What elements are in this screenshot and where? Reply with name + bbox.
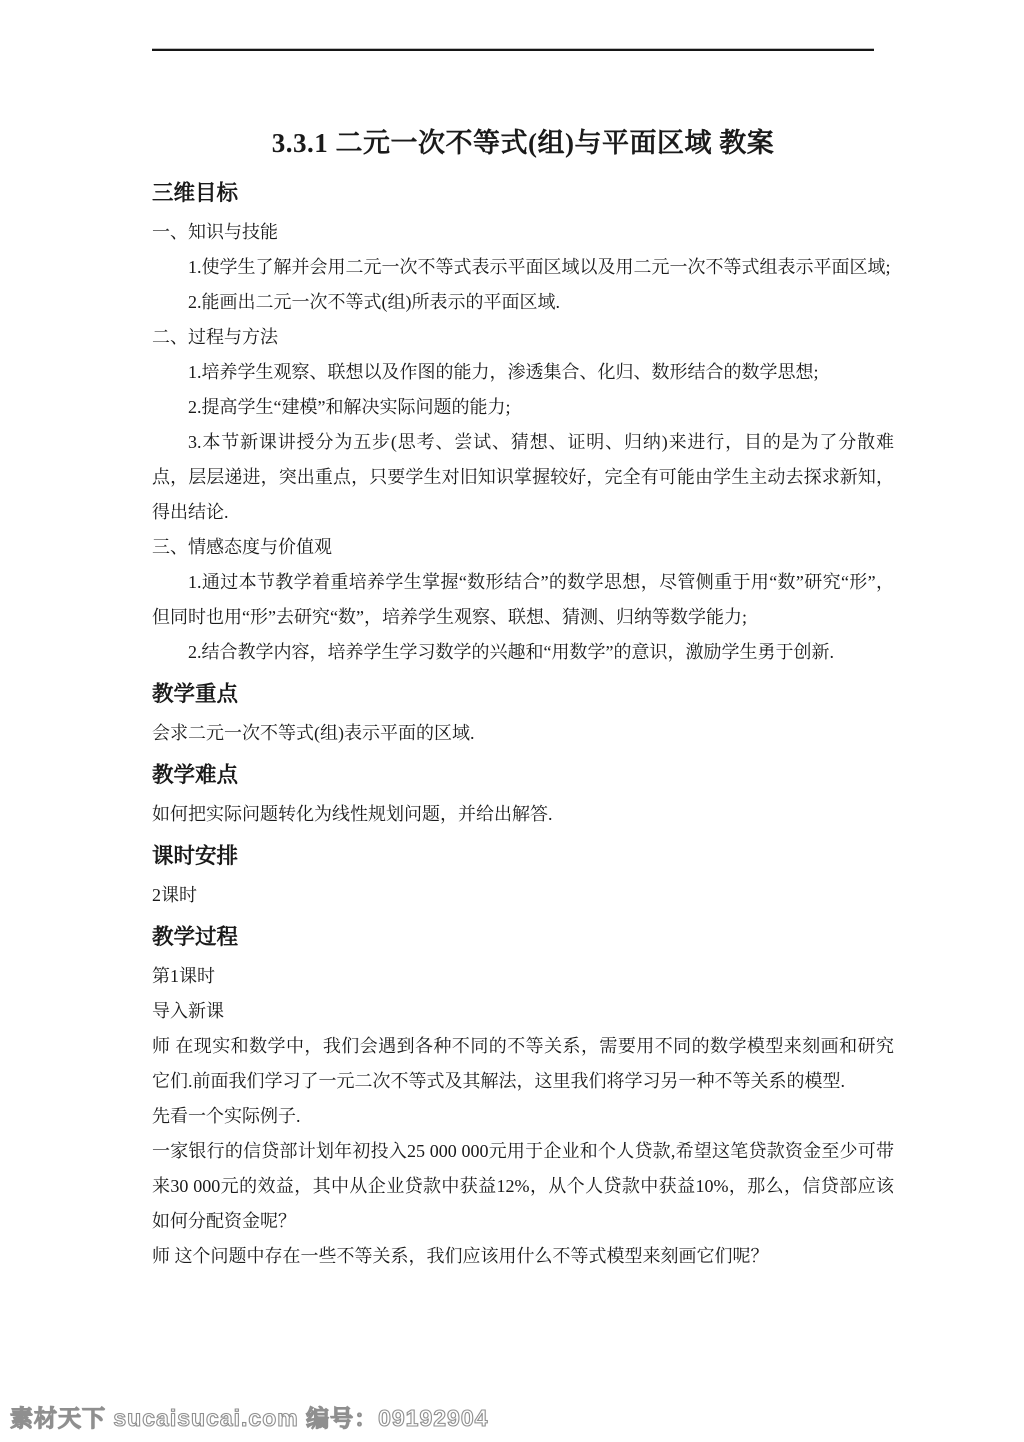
para-teaching-focus: 会求二元一次不等式(组)表示平面的区域. <box>152 723 475 743</box>
para-knowledge-skills-label: 一、知识与技能 <box>152 222 278 242</box>
para-teaching-difficulty: 如何把实际问题转化为线性规划问题，并给出解答. <box>152 804 553 824</box>
para-lesson-1-label: 第1课时 <box>152 966 215 986</box>
document-content <box>152 0 894 1274</box>
para-lesson-count: 2课时 <box>152 885 197 905</box>
heading-teaching-difficulty: 教学难点 <box>152 763 239 787</box>
para-knowledge-item-1: 1.使学生了解并会用二元一次不等式表示平面区域以及用二元一次不等式组表示平面区域; <box>188 257 891 277</box>
para-process-item-2: 2.提高学生“建模”和解决实际问题的能力; <box>188 397 511 417</box>
para-affect-values-label: 三、情感态度与价值观 <box>152 537 332 557</box>
para-process-methods-label: 二、过程与方法 <box>152 327 278 347</box>
heading-three-dim-goals: 三维目标 <box>152 181 239 205</box>
header-rule <box>152 48 874 51</box>
para-affect-item-1: 1.通过本节教学着重培养学生掌握“数形结合”的数学思想，尽管侧重于用“数”研究“形”，但同时也用“形”去研究“数”，培养学生观察、联想、猜测、归纳等数学能力; <box>152 572 894 627</box>
para-process-item-3: 3.本节新课讲授分为五步(思考、尝试、猜想、证明、归纳)来进行，目的是为了分散难点，层层递进，突出重点，只要学生对旧知识掌握较好，完全有可能由学生主动去探求新知，得出结论. <box>152 432 894 522</box>
para-knowledge-item-2: 2.能画出二元一次不等式(组)所表示的平面区域. <box>188 292 560 312</box>
para-teacher-intro: 师 在现实和数学中，我们会遇到各种不同的不等关系，需要用不同的数学模型来刻画和研究它们.前面我们学习了一元二次不等式及其解法，这里我们将学习另一种不等关系的模型. <box>152 1036 894 1091</box>
para-example-lead-in: 先看一个实际例子. <box>152 1106 301 1126</box>
document-title: 3.3.1 二元一次不等式(组)与平面区域 教案 <box>271 128 775 158</box>
para-affect-item-2: 2.结合教学内容，培养学生学习数学的兴趣和“用数学”的意识，激励学生勇于创新. <box>188 642 834 662</box>
para-teacher-question: 师 这个问题中存在一些不等关系，我们应该用什么不等式模型来刻画它们呢？ <box>152 1246 769 1266</box>
para-bank-example: 一家银行的信贷部计划年初投入25 000 000元用于企业和个人贷款,希望这笔贷款资金至少可带来30 000元的效益，其中从企业贷款中获益12%，从个人贷款中获益10%，那么，信贷部应该如何分配资金呢？ <box>152 1141 894 1231</box>
watermark-text: 素材天下 sucaisucai.com 编号：09192904 <box>10 1405 489 1431</box>
heading-teaching-process: 教学过程 <box>152 925 239 949</box>
heading-teaching-focus: 教学重点 <box>152 682 239 706</box>
para-new-lesson-intro-label: 导入新课 <box>152 1001 224 1021</box>
para-process-item-1: 1.培养学生观察、联想以及作图的能力，渗透集合、化归、数形结合的数学思想; <box>188 362 819 382</box>
heading-lesson-schedule: 课时安排 <box>152 844 239 868</box>
